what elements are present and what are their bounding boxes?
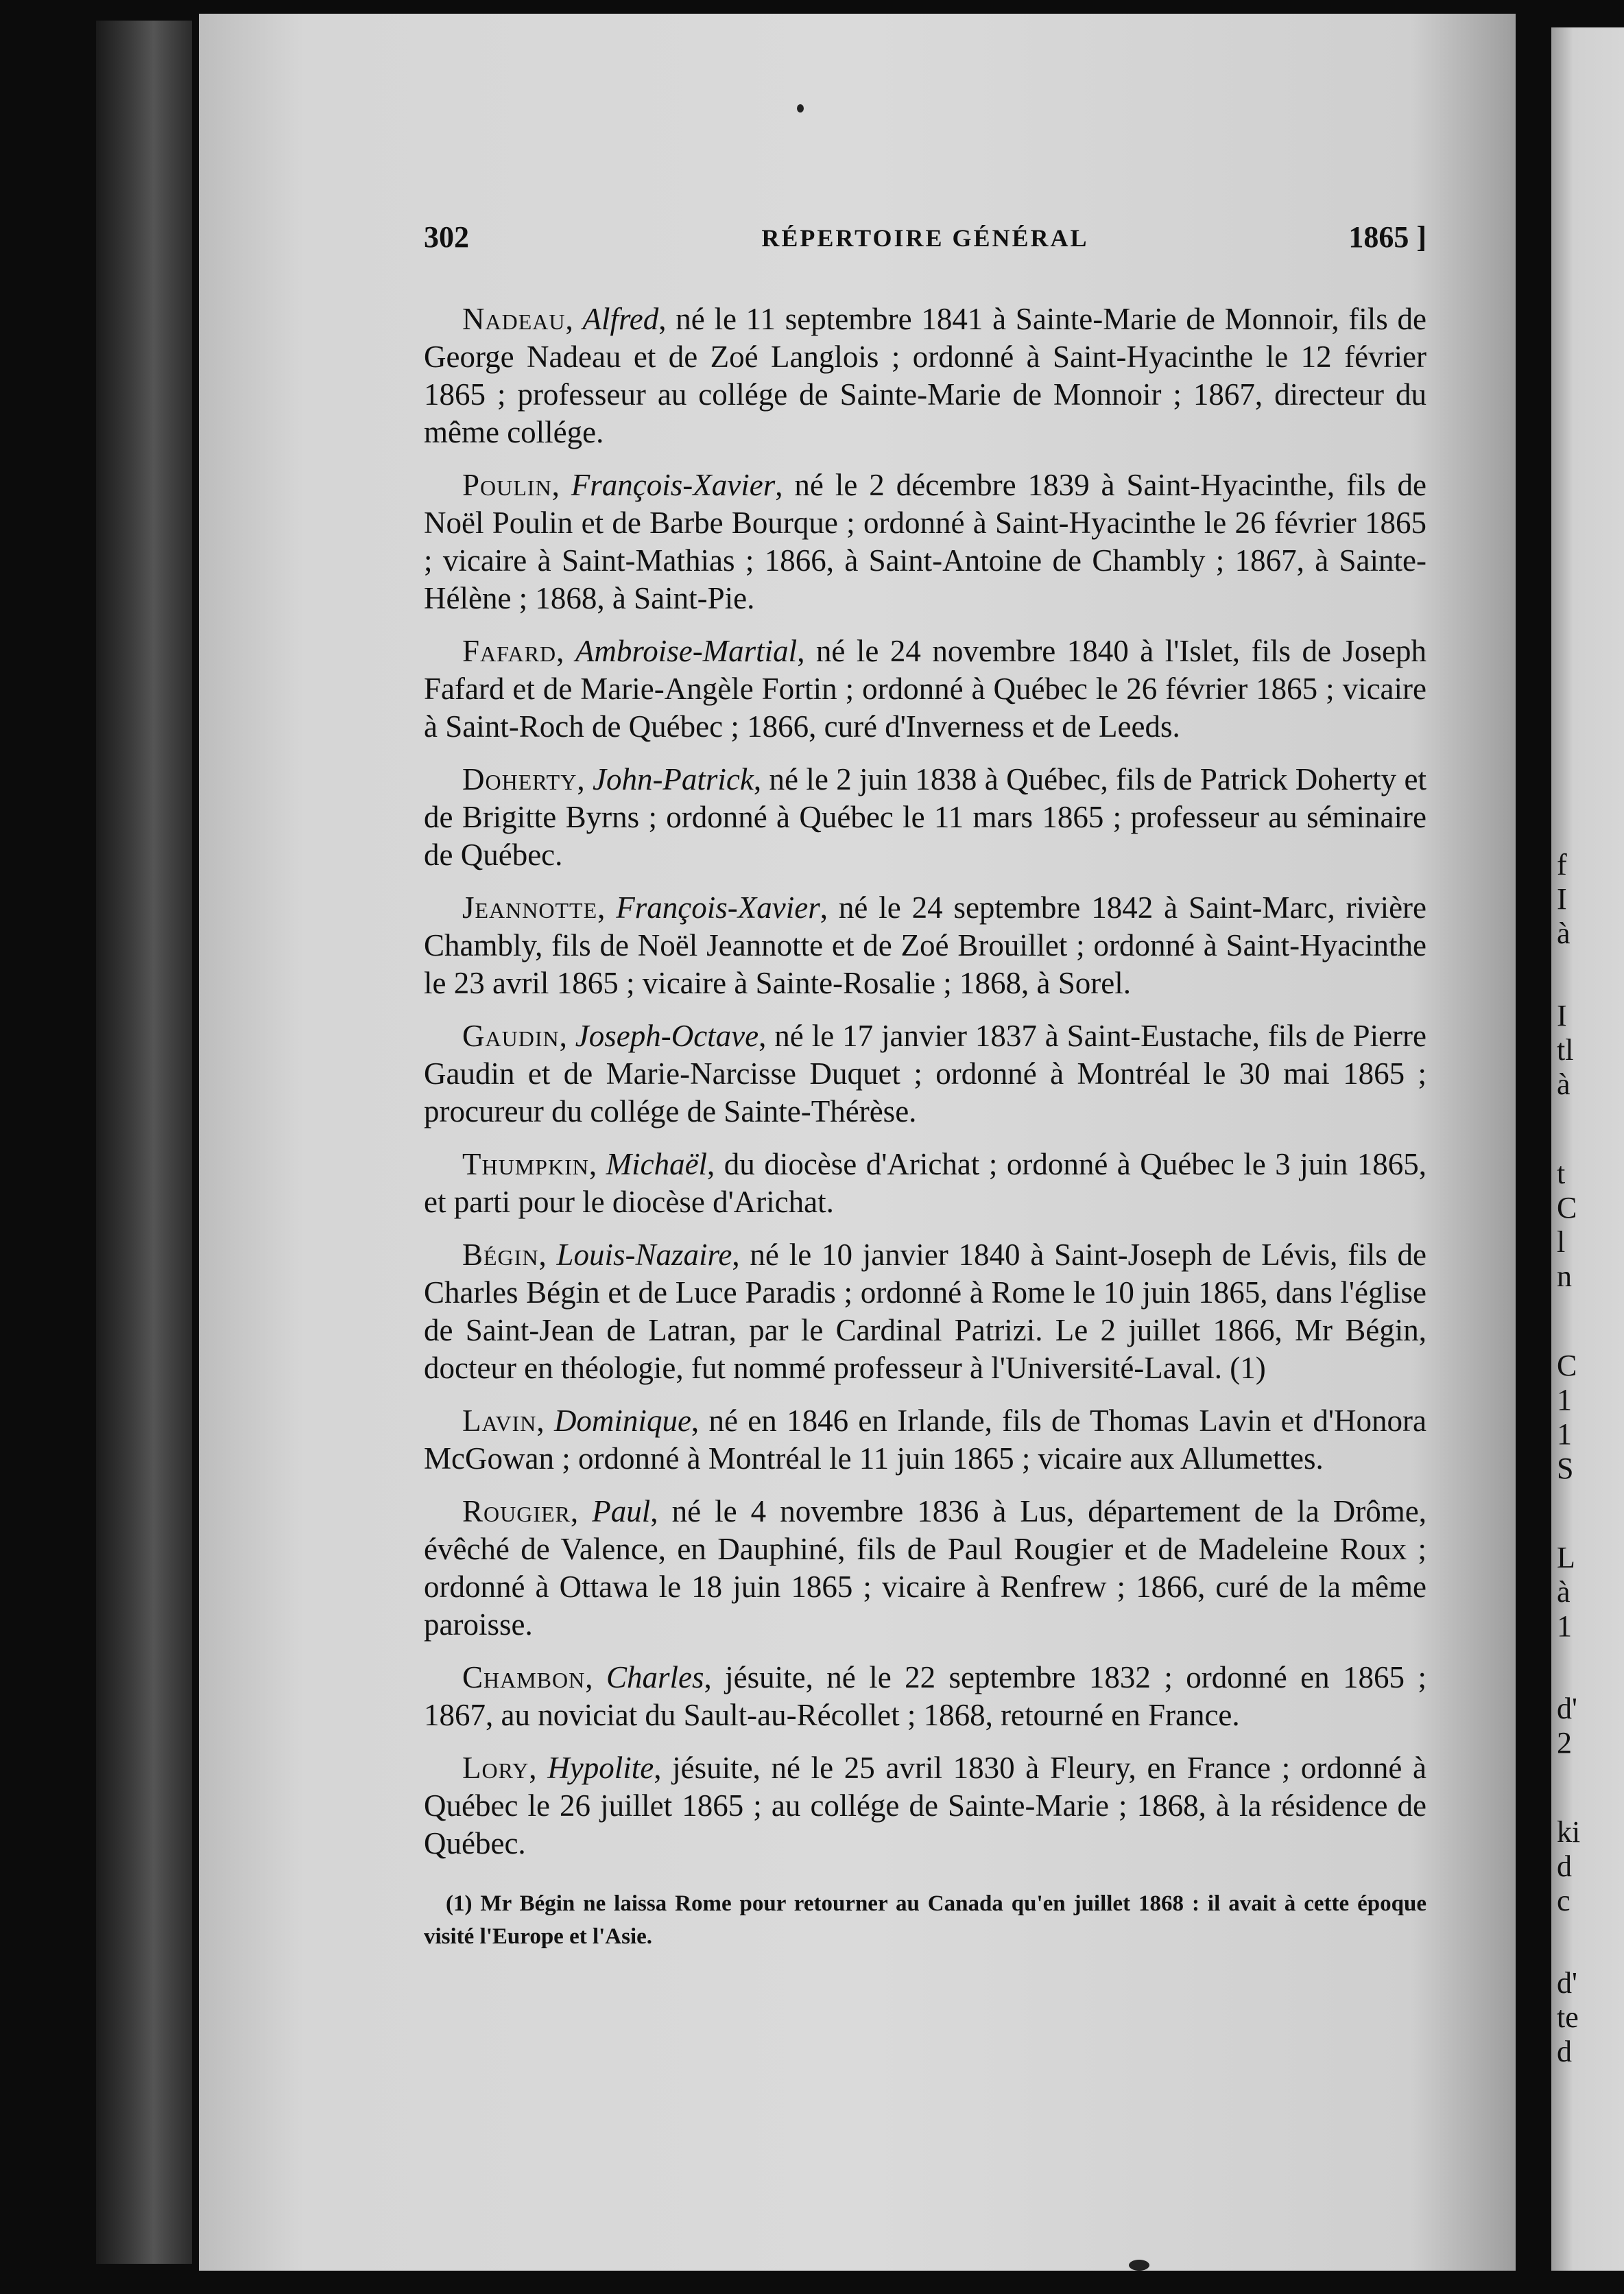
entry-surname: Thumpkin <box>462 1147 589 1181</box>
page-number: 302 <box>424 220 469 254</box>
entry-surname: Nadeau <box>462 302 566 336</box>
adjacent-page-fragment: 2 <box>1557 1726 1572 1760</box>
footnote: (1) Mr Bégin ne laissa Rome pour retourner au Canada qu'en juillet 1868 : il avait à cette époque visité l'Europe et l'Asie. <box>424 1891 1426 1949</box>
entry-separator: , <box>559 1019 575 1053</box>
entry-text: , né en 1846 en Irlande, fils de Thomas Lavin et d'Honora McGowan ; ordonné à Montréal le 11 juin 1865 ; vicaire aux Allumettes. <box>424 1404 1426 1476</box>
entry-given-name: John-Patrick <box>592 762 754 796</box>
adjacent-page-fragment: C <box>1557 1349 1577 1382</box>
adjacent-page-fragment: te <box>1557 2000 1579 2034</box>
adjacent-page-fragment: ki <box>1557 1815 1581 1849</box>
adjacent-page-fragment: c <box>1557 1884 1571 1917</box>
entry-separator: , <box>565 302 583 336</box>
entry-jeannotte <box>424 889 1426 1002</box>
entry-text: , né le 24 novembre 1840 à l'Islet, fils de Joseph Fafard et de Marie-Angèle Fortin ; ordonné à Québec le 26 février 1865 ; vicaire à Saint-Roch de Québec ; 1866, curé d'Inverness et de Leeds. <box>424 634 1427 744</box>
adjacent-page-fragment: n <box>1557 1260 1572 1293</box>
entry-separator: , <box>538 1238 557 1272</box>
entry-rougier <box>424 1493 1426 1644</box>
entry-nadeau <box>424 300 1426 451</box>
adjacent-page-fragment: 1 <box>1557 1417 1572 1451</box>
adjacent-page-fragment: à <box>1557 1575 1571 1609</box>
entry-separator: , <box>585 1660 606 1694</box>
entry-lory <box>424 1749 1426 1863</box>
entry-fafard <box>424 632 1426 746</box>
entry-doherty <box>424 761 1426 874</box>
entry-surname: Lavin <box>462 1404 537 1438</box>
entry-text: , né le 4 novembre 1836 à Lus, département de la Drôme, évêché de Valence, en Dauphiné, fils de Paul Rougier et de Madeleine Roux ; ordonné à Ottawa le 18 juin 1865 ; vicaire à Renfrew ; 1866, curé de la même paroisse. <box>424 1494 1427 1642</box>
entry-surname: Poulin <box>462 468 552 502</box>
entry-given-name: Joseph-Octave <box>575 1019 759 1053</box>
entry-text: , né le 2 décembre 1839 à Saint-Hyacinthe, fils de Noël Poulin et de Barbe Bourque ; ordonné à Saint-Hyacinthe le 26 février 1865 ; vicaire à Saint-Mathias ; 1866, à Saint-Antoine de Chambly ; 1867, à Sainte-Hélène ; 1868, à Saint-Pie. <box>424 468 1426 615</box>
entry-list <box>424 300 1426 1863</box>
adjacent-page-fragment: d' <box>1557 1692 1577 1725</box>
entry-surname: Jeannotte <box>462 890 598 925</box>
scan-speck <box>797 104 804 113</box>
entry-surname: Fafard <box>462 634 557 668</box>
entry-surname: Rougier <box>462 1494 571 1528</box>
adjacent-page-fragment: I <box>1557 882 1567 916</box>
entry-text: , né le 11 septembre 1841 à Sainte-Marie de Monnoir, fils de George Nadeau et de Zoé Langlois ; ordonné à Saint-Hyacinthe le 12 février 1865 ; professeur au collége de Sainte-Marie de Monnoir ; 1867, directeur du même collége. <box>424 302 1427 449</box>
entry-given-name: Dominique <box>553 1404 691 1438</box>
entry-text: , né le 10 janvier 1840 à Saint-Joseph de Lévis, fils de Charles Bégin et de Luce Paradis ; ordonné à Rome le 10 juin 1865, dans l'église de Saint-Jean de Latran, par le Cardinal Patrizi. Le 2 juillet 1866, Mr Bégin, docteur en théologie, fut nommé professeur à l'Université-Laval. (1) <box>424 1238 1426 1385</box>
entry-text: , du diocèse d'Arichat ; ordonné à Québec le 3 juin 1865, et parti pour le diocèse d'Arichat. <box>424 1147 1426 1219</box>
entry-separator: , <box>536 1404 554 1438</box>
entry-poulin <box>424 466 1426 617</box>
entry-surname: Bégin <box>462 1238 539 1272</box>
entry-text: , jésuite, né le 22 septembre 1832 ; ordonné en 1865 ; 1867, au noviciat du Sault-au-Récollet ; 1868, retourné en France. <box>424 1660 1426 1732</box>
entry-given-name: François-Xavier <box>571 468 776 502</box>
entry-given-name: Paul <box>592 1494 651 1528</box>
adjacent-page-fragment: d <box>1557 1849 1572 1883</box>
entry-surname: Chambon <box>462 1660 586 1694</box>
entry-bgin <box>424 1236 1426 1387</box>
adjacent-page-fragment: 1 <box>1557 1609 1572 1643</box>
entry-given-name: Alfred <box>582 302 659 336</box>
running-head <box>424 220 1426 261</box>
entry-given-name: Charles <box>606 1660 704 1694</box>
entry-given-name: François-Xavier <box>616 890 820 925</box>
entry-lavin <box>424 1402 1426 1478</box>
entry-given-name: Michaël <box>606 1147 708 1181</box>
adjacent-page-fragment: f <box>1557 848 1567 882</box>
entry-separator: , <box>529 1751 548 1785</box>
entry-given-name: Louis-Nazaire <box>556 1238 732 1272</box>
adjacent-page-fragment: L <box>1557 1541 1575 1574</box>
adjacent-page-fragment: C <box>1557 1191 1577 1225</box>
adjacent-page-fragment: à <box>1557 917 1571 950</box>
entry-separator: , <box>556 634 575 668</box>
running-year: 1865 ] <box>1348 220 1426 254</box>
adjacent-page-fragment: tl <box>1557 1033 1574 1067</box>
adjacent-page-fragment: l <box>1557 1225 1566 1259</box>
book-spine <box>96 21 192 2264</box>
adjacent-page-fragment: 1 <box>1557 1383 1572 1417</box>
entry-given-name: Hypolite <box>547 1751 654 1785</box>
entry-surname: Gaudin <box>462 1019 560 1053</box>
entry-separator: , <box>577 762 593 796</box>
entry-text: , né le 2 juin 1838 à Québec, fils de Patrick Doherty et de Brigitte Byrns ; ordonné à Québec le 11 mars 1865 ; professeur au séminaire de Québec. <box>424 762 1427 872</box>
entry-separator: , <box>588 1147 606 1181</box>
entry-surname: Doherty <box>462 762 577 796</box>
entry-surname: Lory <box>462 1751 529 1785</box>
adjacent-page-fragment: t <box>1557 1157 1566 1190</box>
entry-separator: , <box>551 468 571 502</box>
adjacent-page-fragment: à <box>1557 1067 1571 1101</box>
scan-speck <box>1129 2260 1149 2271</box>
entry-thumpkin <box>424 1146 1426 1221</box>
entry-chambon <box>424 1659 1426 1734</box>
adjacent-page-fragment: S <box>1557 1452 1574 1485</box>
running-title: RÉPERTOIRE GÉNÉRAL <box>761 224 1089 252</box>
adjacent-page-fragment: I <box>1557 999 1567 1032</box>
entry-gaudin <box>424 1017 1426 1131</box>
adjacent-page-edge <box>1551 27 1624 2271</box>
entry-text: , né le 17 janvier 1837 à Saint-Eustache, fils de Pierre Gaudin et de Marie-Narcisse Duquet ; ordonné à Montréal le 30 mai 1865 ; procureur du collége de Sainte-Thérèse. <box>424 1019 1426 1128</box>
entry-text: , jésuite, né le 25 avril 1830 à Fleury, en France ; ordonné à Québec le 26 juillet 1865 ; au collége de Sainte-Marie ; 1868, à la résidence de Québec. <box>424 1751 1426 1860</box>
entry-separator: , <box>597 890 617 925</box>
adjacent-page-fragment: d <box>1557 2035 1572 2068</box>
adjacent-page-fragment: d' <box>1557 1966 1577 2000</box>
entry-text: , né le 24 septembre 1842 à Saint-Marc, rivière Chambly, fils de Noël Jeannotte et de Zoé Brouillet ; ordonné à Saint-Hyacinthe le 23 avril 1865 ; vicaire à Sainte-Rosalie ; 1868, à Sorel. <box>424 890 1427 1000</box>
entry-given-name: Ambroise-Martial <box>575 634 798 668</box>
entry-separator: , <box>570 1494 593 1528</box>
page-content <box>424 220 1426 1976</box>
